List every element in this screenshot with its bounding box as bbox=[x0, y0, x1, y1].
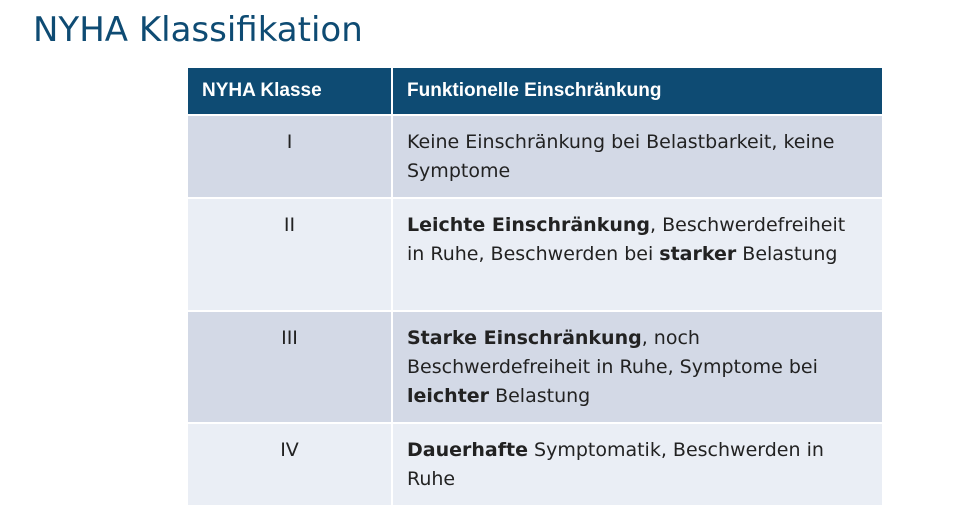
table-row bbox=[188, 198, 882, 311]
header-funktionelle-einschraenkung: Funktionelle Einschränkung bbox=[392, 68, 882, 115]
einschraenkung-cell bbox=[392, 311, 882, 423]
klasse-cell: II bbox=[188, 198, 392, 311]
description-text: Symptomatik, Beschwerden in Ruhe bbox=[407, 439, 824, 490]
einschraenkung-cell bbox=[392, 198, 882, 311]
emphasis-text: Leichte Einschränkung bbox=[407, 214, 651, 236]
description-text: , noch Beschwerdefreiheit in Ruhe, Symptome bei bbox=[407, 327, 818, 378]
page-title: NYHA Klassifikation bbox=[33, 10, 363, 50]
table-row bbox=[188, 423, 882, 506]
table-row bbox=[188, 115, 882, 198]
klasse-cell: I bbox=[188, 115, 392, 198]
description-text: Belastung bbox=[489, 385, 591, 407]
emphasis-text: starker bbox=[659, 243, 737, 265]
table-header-row bbox=[188, 68, 882, 115]
description-text: , Beschwerdefreiheit in Ruhe, Beschwerden bei bbox=[407, 214, 846, 265]
klasse-cell: III bbox=[188, 311, 392, 423]
emphasis-text: Dauerhafte bbox=[407, 439, 528, 461]
klasse-cell: IV bbox=[188, 423, 392, 506]
nyha-table bbox=[188, 68, 882, 507]
einschraenkung-cell bbox=[392, 115, 882, 198]
table-row bbox=[188, 311, 882, 423]
emphasis-text: Starke Einschränkung bbox=[407, 327, 642, 349]
description-text: Keine Einschränkung bei Belastbarkeit, keine Symptome bbox=[407, 131, 835, 182]
emphasis-text: leichter bbox=[407, 385, 490, 407]
description-text: Belastung bbox=[736, 243, 838, 265]
header-nyha-klasse: NYHA Klasse bbox=[188, 68, 392, 115]
einschraenkung-cell bbox=[392, 423, 882, 506]
